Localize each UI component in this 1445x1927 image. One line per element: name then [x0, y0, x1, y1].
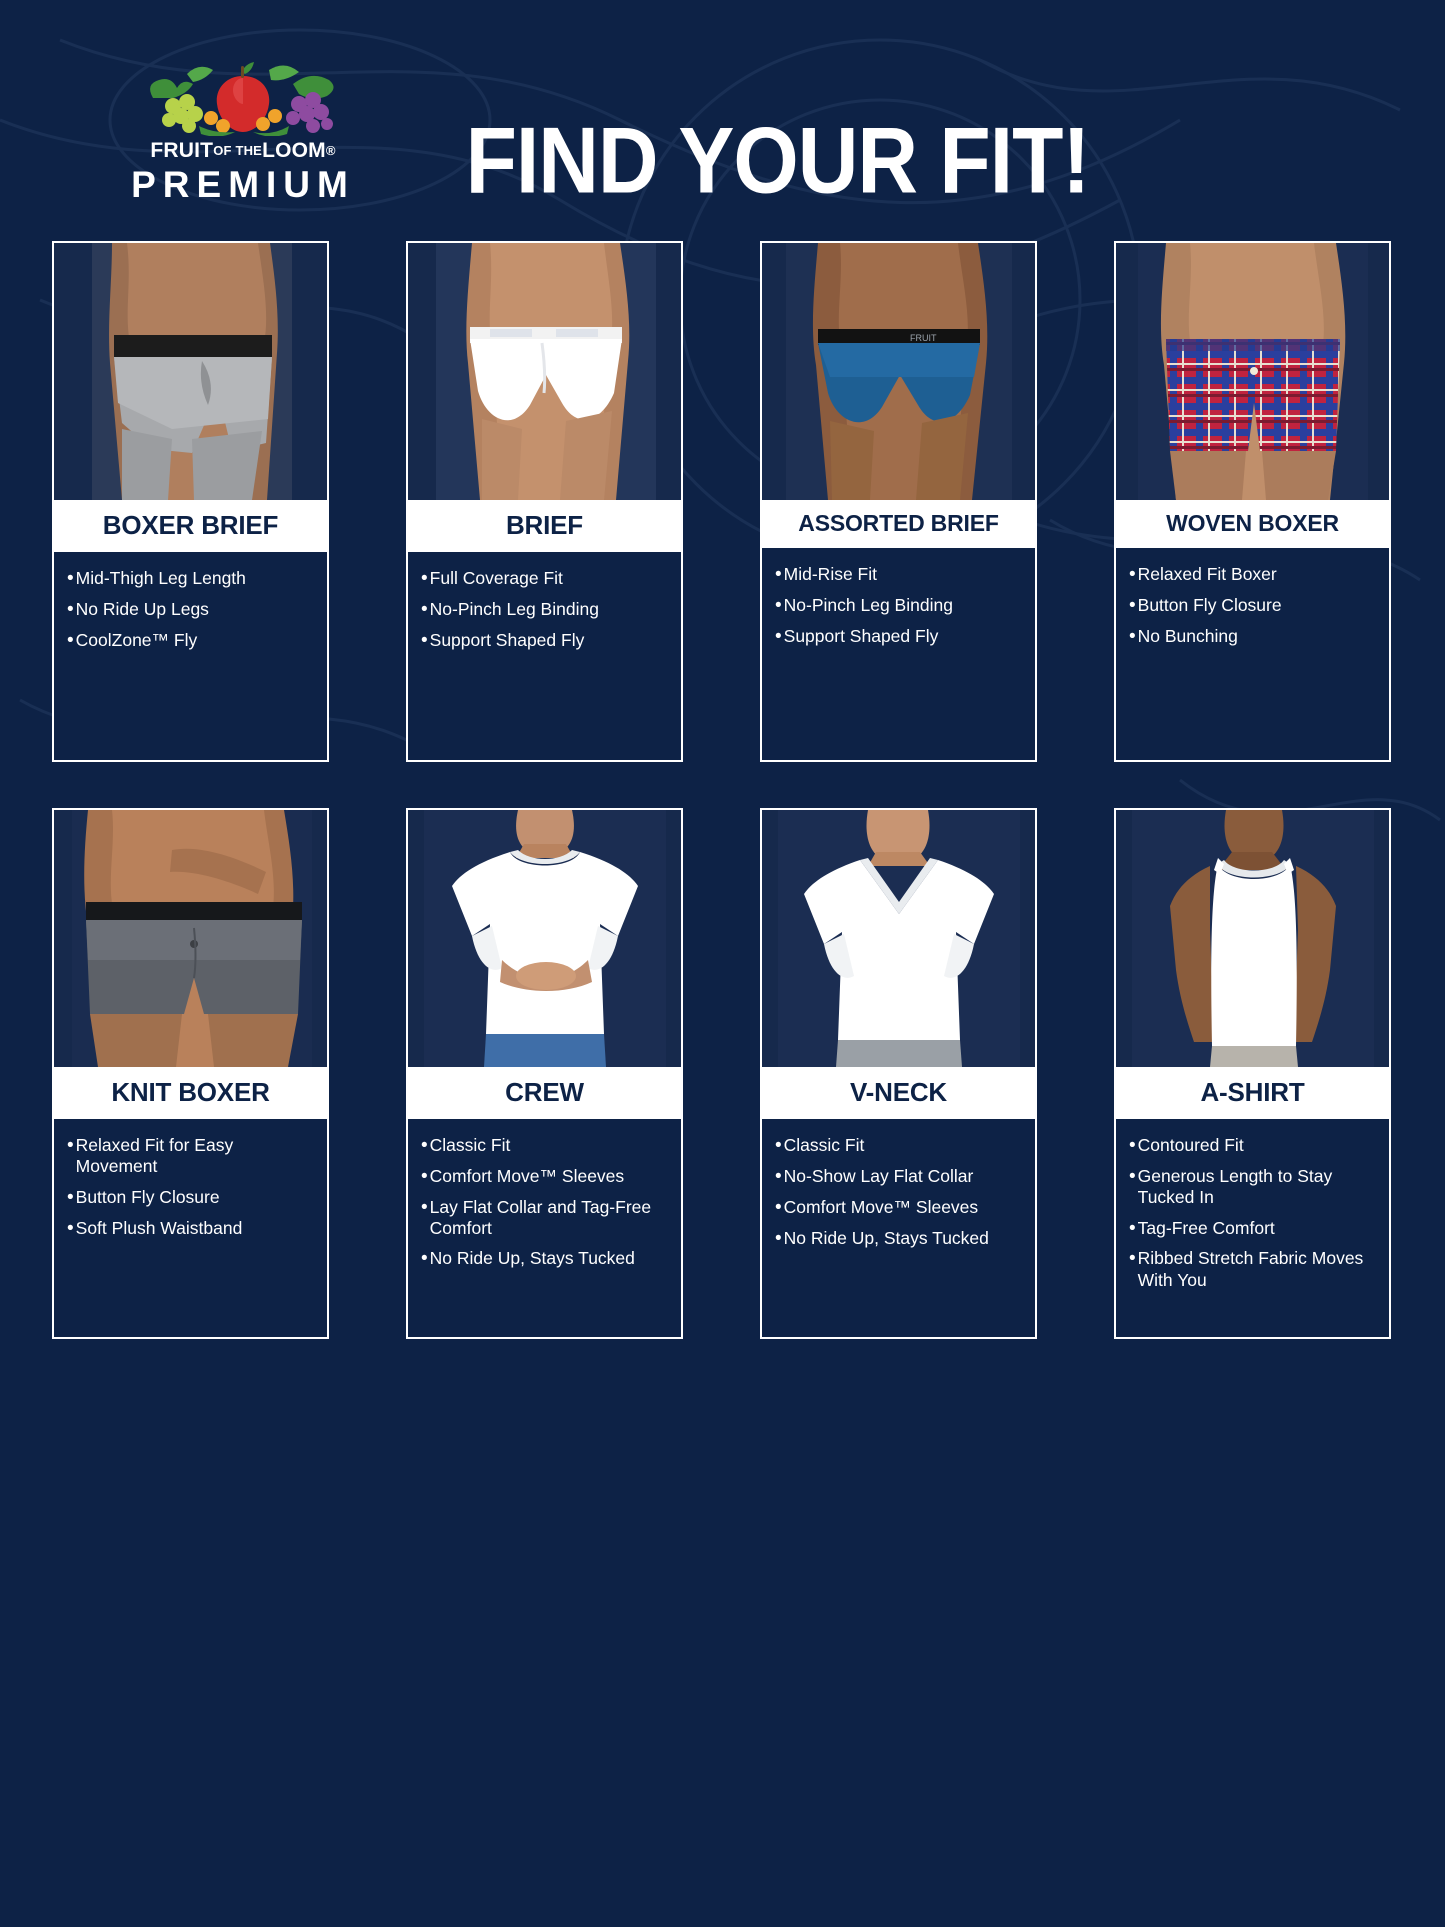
feature-item: [67, 630, 314, 652]
feature-text: Comfort Move™ Sleeves: [783, 1196, 979, 1217]
page-title: FIND YOUR FIT!: [465, 107, 1090, 213]
feature-item: [1129, 564, 1376, 586]
product-image-assorted-brief: [762, 243, 1035, 500]
bullet-icon: •: [67, 1135, 74, 1156]
bullet-icon: •: [67, 1186, 74, 1208]
product-card-v-neck[interactable]: [760, 808, 1037, 1339]
bullet-icon: •: [67, 598, 74, 620]
product-features: [1116, 1119, 1389, 1310]
feature-item: [421, 630, 668, 652]
wordmark-registered: ®: [325, 143, 336, 158]
product-card-a-shirt[interactable]: [1114, 808, 1391, 1339]
bullet-icon: •: [1129, 1165, 1136, 1187]
feature-text: Comfort Move™ Sleeves: [429, 1165, 625, 1186]
bullet-icon: •: [1129, 564, 1136, 585]
feature-text: Button Fly Closure: [75, 1186, 220, 1207]
product-image-boxer-brief: [54, 243, 327, 500]
feature-text: Mid-Rise Fit: [783, 564, 877, 584]
feature-text: Tag-Free Comfort: [1137, 1217, 1275, 1238]
product-card-assorted-brief[interactable]: [760, 241, 1037, 762]
feature-item: [775, 1197, 1022, 1219]
product-title: BRIEF: [408, 500, 681, 552]
bullet-icon: •: [1129, 1217, 1136, 1239]
feature-text: Relaxed Fit for Easy Movement: [75, 1135, 234, 1177]
feature-item: [421, 568, 668, 590]
feature-item: [775, 626, 1022, 648]
bullet-icon: •: [1129, 625, 1136, 647]
feature-text: Classic Fit: [783, 1135, 865, 1155]
product-image-knit-boxer: [54, 810, 327, 1067]
bullet-icon: •: [775, 625, 782, 647]
bullet-icon: •: [421, 1196, 428, 1218]
feature-text: Support Shaped Fly: [783, 625, 939, 646]
feature-item: [421, 1248, 668, 1270]
header: [0, 0, 1445, 250]
wordmark-fruit: FRUIT: [150, 139, 214, 162]
product-image-a-shirt: [1116, 810, 1389, 1067]
feature-item: [1129, 1248, 1376, 1291]
feature-item: [421, 1197, 668, 1240]
feature-item: [775, 1228, 1022, 1250]
feature-item: [67, 568, 314, 590]
feature-text: No-Show Lay Flat Collar: [783, 1165, 974, 1186]
feature-text: Lay Flat Collar and Tag-Free Comfort: [429, 1196, 652, 1239]
product-title: KNIT BOXER: [54, 1067, 327, 1119]
product-features: [54, 1119, 327, 1258]
brand-premium-label: PREMIUM: [131, 164, 355, 206]
feature-text: Button Fly Closure: [1137, 594, 1282, 615]
feature-text: No Ride Up Legs: [75, 598, 209, 619]
bullet-icon: •: [421, 1135, 428, 1156]
feature-item: [775, 1135, 1022, 1157]
product-features: [762, 548, 1035, 667]
product-grid: [52, 241, 1393, 1339]
product-features: [54, 552, 327, 671]
product-image-woven-boxer: [1116, 243, 1389, 500]
feature-item: [1129, 626, 1376, 648]
feature-text: No Bunching: [1137, 625, 1238, 646]
bullet-icon: •: [1129, 1135, 1136, 1156]
bullet-icon: •: [67, 1217, 74, 1239]
feature-item: [775, 1166, 1022, 1188]
feature-text: Ribbed Stretch Fabric Moves With You: [1137, 1248, 1364, 1290]
bullet-icon: •: [775, 1196, 782, 1218]
feature-item: [1129, 1218, 1376, 1240]
product-title: A-SHIRT: [1116, 1067, 1389, 1119]
feature-item: [67, 1187, 314, 1209]
feature-text: Full Coverage Fit: [429, 568, 563, 588]
feature-text: Soft Plush Waistband: [75, 1217, 243, 1238]
bullet-icon: •: [775, 564, 782, 585]
product-card-crew[interactable]: [406, 808, 683, 1339]
bullet-icon: •: [421, 598, 428, 620]
feature-text: Relaxed Fit Boxer: [1137, 564, 1277, 584]
product-card-brief[interactable]: [406, 241, 683, 762]
bullet-icon: •: [421, 1248, 428, 1270]
feature-item: [1129, 1135, 1376, 1157]
svg-text:FRUIT: FRUIT: [910, 333, 937, 343]
feature-item: [1129, 595, 1376, 617]
feature-text: Support Shaped Fly: [429, 629, 585, 650]
bullet-icon: •: [1129, 594, 1136, 616]
product-title: BOXER BRIEF: [54, 500, 327, 552]
product-card-boxer-brief[interactable]: [52, 241, 329, 762]
bullet-icon: •: [775, 594, 782, 616]
product-card-knit-boxer[interactable]: [52, 808, 329, 1339]
product-title: WOVEN BOXER: [1116, 500, 1389, 548]
product-features: [1116, 548, 1389, 667]
feature-item: [67, 1218, 314, 1240]
wordmark-of-the: OF THE: [213, 143, 263, 158]
bullet-icon: •: [775, 1227, 782, 1249]
bullet-icon: •: [775, 1135, 782, 1156]
feature-text: Classic Fit: [429, 1135, 511, 1155]
product-card-woven-boxer[interactable]: [1114, 241, 1391, 762]
feature-item: [421, 1166, 668, 1188]
feature-text: CoolZone™ Fly: [75, 629, 198, 650]
bullet-icon: •: [775, 1165, 782, 1187]
product-title: ASSORTED BRIEF: [762, 500, 1035, 548]
product-image-crew: [408, 810, 681, 1067]
feature-text: Mid-Thigh Leg Length: [75, 568, 246, 588]
bullet-icon: •: [67, 568, 74, 589]
product-image-brief: [408, 243, 681, 500]
feature-item: [775, 564, 1022, 586]
feature-item: [421, 1135, 668, 1157]
feature-item: [67, 599, 314, 621]
feature-text: No Ride Up, Stays Tucked: [429, 1248, 635, 1269]
wordmark-loom: LOOM: [262, 139, 326, 162]
bullet-icon: •: [421, 629, 428, 651]
feature-text: No-Pinch Leg Binding: [429, 598, 599, 619]
bullet-icon: •: [421, 1165, 428, 1187]
product-features: [762, 1119, 1035, 1268]
feature-text: Contoured Fit: [1137, 1135, 1244, 1155]
product-title: CREW: [408, 1067, 681, 1119]
product-features: [408, 552, 681, 671]
product-title: V-NECK: [762, 1067, 1035, 1119]
feature-text: No-Pinch Leg Binding: [783, 594, 953, 615]
product-features: [408, 1119, 681, 1289]
feature-text: No Ride Up, Stays Tucked: [783, 1227, 989, 1248]
product-image-v-neck: [762, 810, 1035, 1067]
feature-item: [421, 599, 668, 621]
feature-item: [67, 1135, 314, 1178]
bullet-icon: •: [67, 629, 74, 651]
feature-item: [1129, 1166, 1376, 1209]
feature-item: [775, 595, 1022, 617]
bullet-icon: •: [421, 568, 428, 589]
bullet-icon: •: [1129, 1248, 1136, 1270]
feature-text: Generous Length to Stay Tucked In: [1137, 1165, 1333, 1208]
